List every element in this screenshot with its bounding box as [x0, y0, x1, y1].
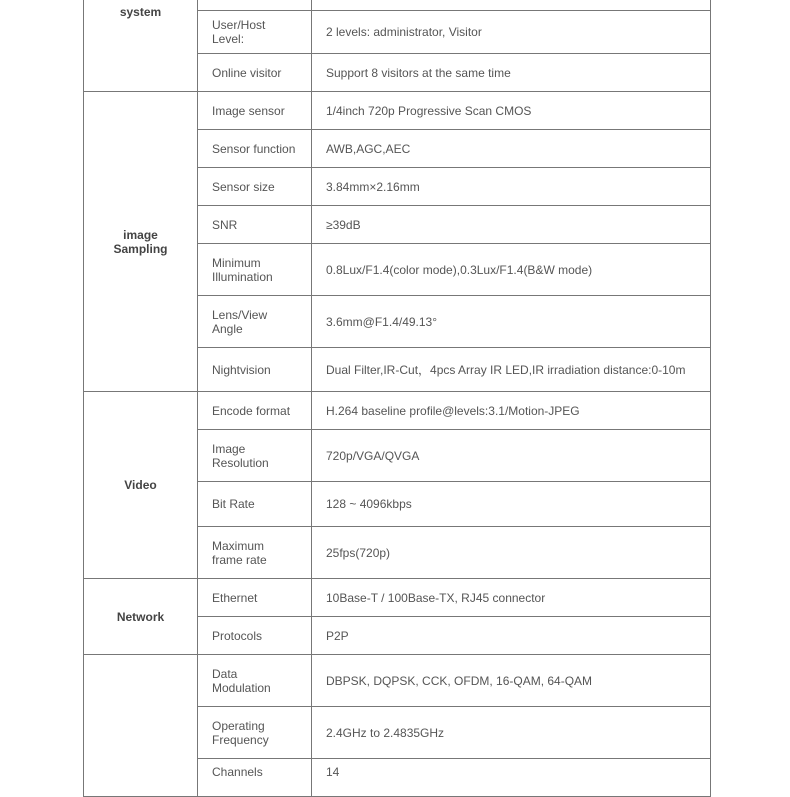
category-video: Video — [84, 392, 198, 579]
table-row — [84, 579, 711, 617]
spec-label: Maximum frame rate — [198, 527, 312, 579]
spec-value: 1/4inch 720p Progressive Scan CMOS — [312, 92, 711, 130]
spec-label: Nightvision — [198, 348, 312, 392]
spec-value: Dual Filter,IR-Cut，4pcs Array IR LED,IR irradiation distance:0-10m — [312, 348, 711, 392]
category-image-sampling — [84, 92, 198, 392]
spec-table — [83, 0, 711, 797]
spec-value: AWB,AGC,AEC — [312, 130, 711, 168]
spec-label: Protocols — [198, 617, 312, 655]
spec-label: Lens/View Angle — [198, 296, 312, 348]
spec-value: H.264 baseline profile@levels:3.1/Motion-JPEG — [312, 392, 711, 430]
spec-label: SNR — [198, 206, 312, 244]
spec-value: 2 levels: administrator, Visitor — [312, 11, 711, 54]
spec-value: ≥39dB — [312, 206, 711, 244]
spec-label: User/Host Level: — [198, 11, 312, 54]
table-row — [84, 92, 711, 130]
category-wireless — [84, 655, 198, 797]
spec-table-wrapper — [83, 0, 710, 797]
spec-label: Encode format — [198, 392, 312, 430]
spec-label: Bit Rate — [198, 482, 312, 527]
spec-value: DBPSK, DQPSK, CCK, OFDM, 16-QAM, 64-QAM — [312, 655, 711, 707]
spec-label: Image Resolution — [198, 430, 312, 482]
spec-value: 3.84mm×2.16mm — [312, 168, 711, 206]
spec-value: 10Base-T / 100Base-TX, RJ45 connector — [312, 579, 711, 617]
spec-label: Sensor size — [198, 168, 312, 206]
category-network: Network — [84, 579, 198, 655]
spec-label: Data Modulation — [198, 655, 312, 707]
spec-label: Channels — [198, 759, 312, 797]
table-row — [84, 0, 711, 11]
spec-label — [198, 0, 312, 11]
table-row — [84, 392, 711, 430]
spec-value: 14 — [312, 759, 711, 797]
category-system: system — [84, 0, 198, 92]
spec-value: 2.4GHz to 2.4835GHz — [312, 707, 711, 759]
category-label: image Sampling — [113, 227, 168, 256]
spec-value: 25fps(720p) — [312, 527, 711, 579]
spec-value: Support 8 visitors at the same time — [312, 54, 711, 92]
spec-label: Minimum Illumination — [198, 244, 312, 296]
spec-value — [312, 0, 711, 11]
spec-value: 3.6mm@F1.4/49.13° — [312, 296, 711, 348]
spec-label: Ethernet — [198, 579, 312, 617]
spec-label: Online visitor — [198, 54, 312, 92]
spec-value: 128 ~ 4096kbps — [312, 482, 711, 527]
spec-value: 720p/VGA/QVGA — [312, 430, 711, 482]
spec-value: 0.8Lux/F1.4(color mode),0.3Lux/F1.4(B&W mode) — [312, 244, 711, 296]
table-row — [84, 655, 711, 707]
spec-label: Sensor function — [198, 130, 312, 168]
spec-label: Operating Frequency — [198, 707, 312, 759]
spec-label: Image sensor — [198, 92, 312, 130]
spec-value: P2P — [312, 617, 711, 655]
